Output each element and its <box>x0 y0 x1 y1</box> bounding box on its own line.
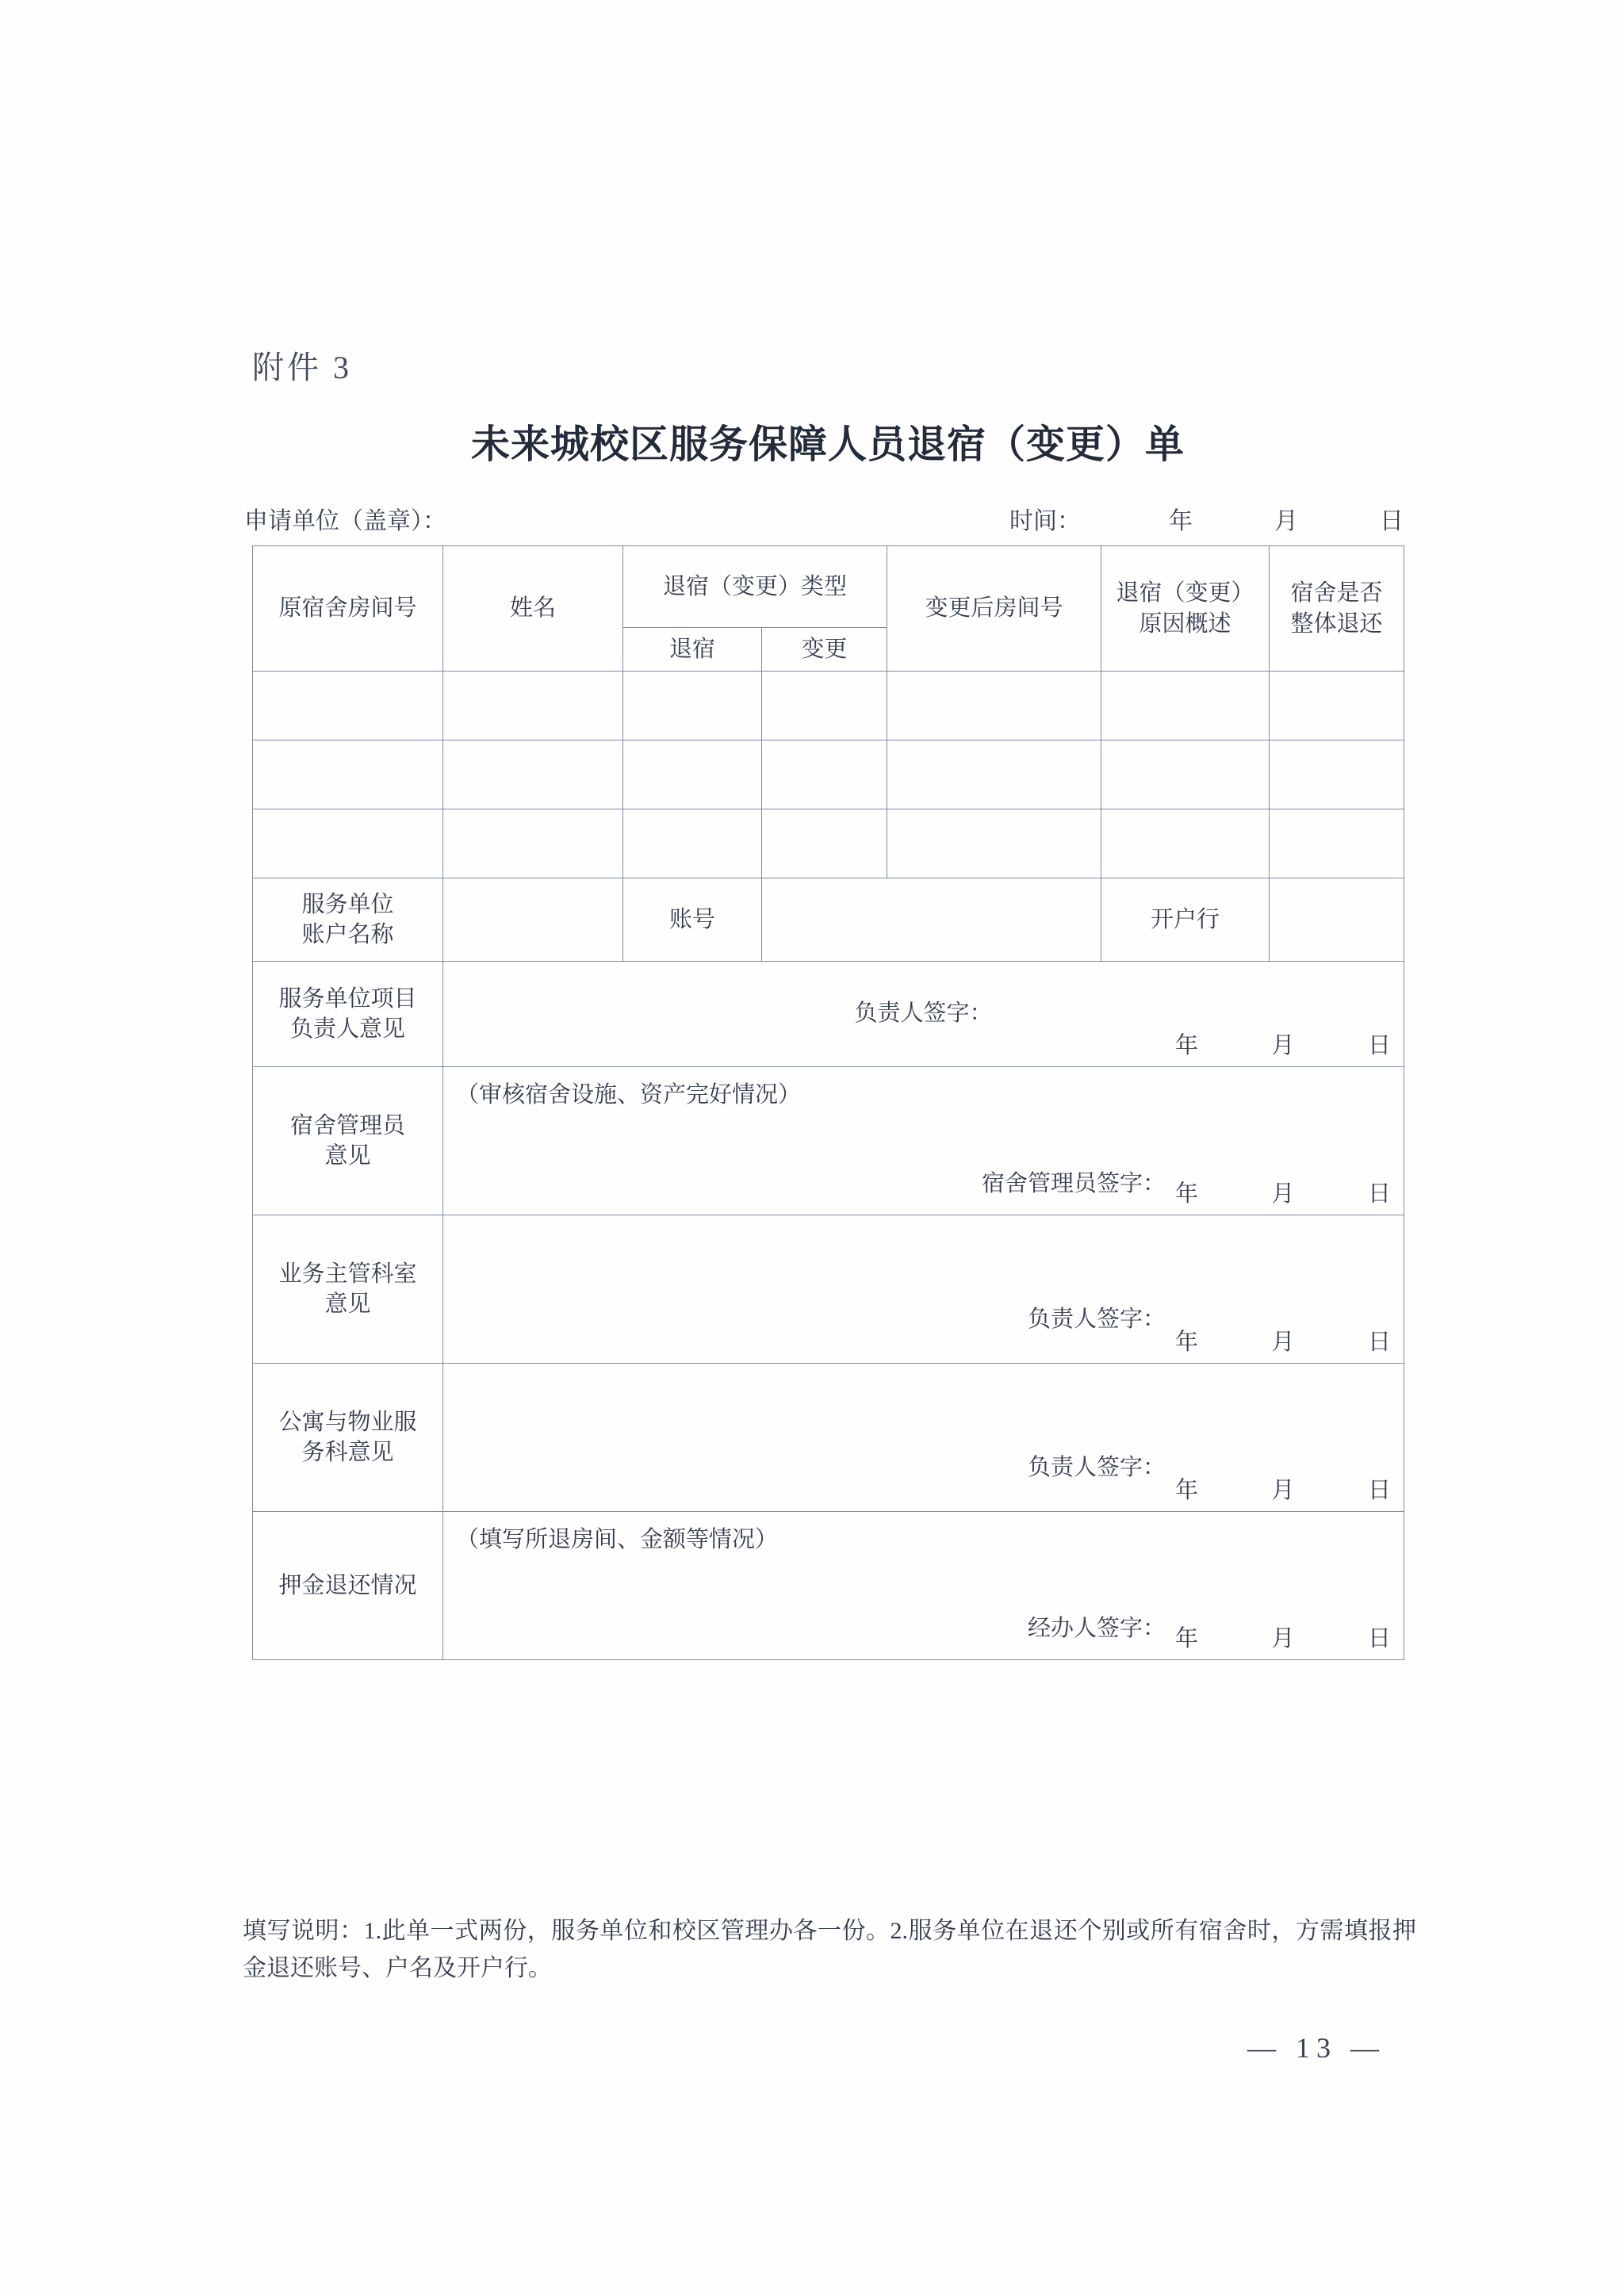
field-opinion-dorm-manager[interactable] <box>443 1067 1404 1215</box>
label-opinion-dorm-manager <box>253 1067 443 1215</box>
label-account-number: 账号 <box>623 878 762 962</box>
label-opinion-department-line2: 意见 <box>324 1292 371 1317</box>
header-reason-line1: 退宿（变更） <box>1116 580 1254 607</box>
header-whole-return-line2: 整体退还 <box>1290 610 1383 637</box>
label-opinion-property-service-line2: 务科意见 <box>301 1440 394 1465</box>
cell-whole-return[interactable] <box>1270 809 1404 878</box>
field-bank[interactable] <box>1270 878 1404 962</box>
cell-name[interactable] <box>443 809 623 878</box>
signature-label-dorm-manager: 宿舍管理员签字： <box>982 1171 1166 1196</box>
date-year: 年 <box>1174 1181 1198 1207</box>
cell-type-change[interactable] <box>762 672 887 740</box>
signature-label-property-service: 负责人签字： <box>1028 1455 1166 1480</box>
header-reason <box>1101 546 1270 672</box>
label-account-name-line1: 服务单位 <box>301 891 394 917</box>
cell-new-room[interactable] <box>887 809 1101 878</box>
date-month: 月 <box>1271 1478 1295 1503</box>
page-title: 未来城校区服务保障人员退宿（变更）单 <box>470 423 1185 466</box>
cell-type-checkout[interactable] <box>623 672 762 740</box>
label-opinion-department <box>253 1215 443 1364</box>
date-year: 年 <box>1174 1033 1198 1058</box>
label-opinion-project-manager <box>253 962 443 1067</box>
opinion-row-project-manager <box>253 962 1404 1067</box>
date-line-deposit-refund <box>1175 1621 1391 1653</box>
label-account-name <box>253 878 443 962</box>
label-deposit-refund-line1: 押金退还情况 <box>278 1572 417 1598</box>
cell-original-room[interactable] <box>253 672 443 740</box>
date-day: 日 <box>1368 1478 1392 1503</box>
date-year: 年 <box>1174 1330 1198 1355</box>
date-day: 日 <box>1368 1330 1392 1355</box>
date-day: 日 <box>1368 1033 1392 1058</box>
label-opinion-property-service-line1: 公寓与物业服 <box>278 1409 417 1435</box>
header-whole-return-line1: 宿舍是否 <box>1290 580 1383 607</box>
date-month: 月 <box>1271 1033 1295 1058</box>
date-month: 月 <box>1271 1181 1295 1207</box>
header-name: 姓名 <box>443 546 623 672</box>
attachment-label: 附件 3 <box>252 350 352 385</box>
dormitory-checkout-form-table <box>252 545 1404 1660</box>
header-type-checkout: 退宿 <box>623 628 762 672</box>
label-opinion-dorm-manager-line2: 意见 <box>324 1143 371 1169</box>
date-day: 日 <box>1368 1626 1392 1651</box>
label-deposit-refund <box>253 1512 443 1660</box>
cell-name[interactable] <box>443 672 623 740</box>
opinion-row-deposit-refund <box>253 1512 1404 1660</box>
form-meta-row <box>244 501 1411 539</box>
cell-original-room[interactable] <box>253 740 443 809</box>
time-month-label: 月 <box>1274 508 1298 534</box>
opinion-row-property-service <box>253 1364 1404 1512</box>
table-row <box>253 672 1404 740</box>
cell-reason[interactable] <box>1101 740 1270 809</box>
cell-type-checkout[interactable] <box>623 809 762 878</box>
table-row <box>253 809 1404 878</box>
cell-type-change[interactable] <box>762 740 887 809</box>
time-day-label: 日 <box>1380 508 1404 534</box>
date-year: 年 <box>1174 1478 1198 1503</box>
applicant-unit-label: 申请单位（盖章）： <box>244 508 446 534</box>
note-deposit-refund: （填写所退房间、金额等情况） <box>456 1527 779 1552</box>
label-account-name-line2: 账户名称 <box>301 922 394 947</box>
field-opinion-project-manager[interactable] <box>443 962 1404 1067</box>
date-year: 年 <box>1174 1626 1198 1651</box>
table-header-row-1 <box>253 546 1404 628</box>
signature-label-project-manager: 负责人签字： <box>854 1001 993 1026</box>
opinion-row-department <box>253 1215 1404 1364</box>
date-fields <box>1009 501 1404 536</box>
cell-new-room[interactable] <box>887 740 1101 809</box>
cell-name[interactable] <box>443 740 623 809</box>
header-type-change: 变更 <box>762 628 887 672</box>
date-month: 月 <box>1271 1626 1295 1651</box>
cell-new-room[interactable] <box>887 672 1101 740</box>
label-bank: 开户行 <box>1101 878 1270 962</box>
date-line-project-manager <box>1175 1027 1391 1060</box>
header-type-group: 退宿（变更）类型 <box>623 546 887 628</box>
signature-label-deposit-refund: 经办人签字： <box>1028 1616 1166 1641</box>
date-line-department <box>1175 1324 1391 1357</box>
cell-whole-return[interactable] <box>1270 672 1404 740</box>
field-account-number[interactable] <box>762 878 1101 962</box>
cell-type-checkout[interactable] <box>623 740 762 809</box>
label-opinion-project-manager-line2: 负责人意见 <box>289 1016 405 1042</box>
cell-reason[interactable] <box>1101 809 1270 878</box>
table-row <box>253 740 1404 809</box>
field-account-name[interactable] <box>443 878 623 962</box>
form-instructions: 填写说明：1.此单一式两份，服务单位和校区管理办各一份。2.服务单位在退还个别或所有宿舍时，方需填报押金退还账号、户名及开户行。 <box>243 1918 1416 1982</box>
label-opinion-project-manager-line1: 服务单位项目 <box>278 985 417 1012</box>
label-opinion-department-line1: 业务主管科室 <box>278 1261 417 1287</box>
date-line-property-service <box>1175 1472 1391 1505</box>
cell-original-room[interactable] <box>253 809 443 878</box>
header-whole-return <box>1270 546 1404 672</box>
header-reason-line2: 原因概述 <box>1139 610 1231 637</box>
label-opinion-dorm-manager-line1: 宿舍管理员 <box>289 1112 405 1138</box>
cell-whole-return[interactable] <box>1270 740 1404 809</box>
time-label: 时间： <box>1009 508 1081 534</box>
date-day: 日 <box>1368 1181 1392 1207</box>
date-line-dorm-manager <box>1175 1176 1391 1208</box>
bank-account-row <box>253 878 1404 962</box>
opinion-row-dorm-manager <box>253 1067 1404 1215</box>
field-opinion-property-service[interactable] <box>443 1364 1404 1512</box>
date-month: 月 <box>1271 1330 1295 1355</box>
field-opinion-department[interactable] <box>443 1215 1404 1364</box>
page-number: — 13 — <box>1247 2032 1385 2064</box>
time-year-label: 年 <box>1169 508 1193 534</box>
note-dorm-manager: （审核宿舍设施、资产完好情况） <box>456 1082 802 1108</box>
field-deposit-refund[interactable] <box>443 1512 1404 1660</box>
cell-reason[interactable] <box>1101 672 1270 740</box>
signature-label-department: 负责人签字： <box>1028 1307 1166 1332</box>
label-opinion-property-service <box>253 1364 443 1512</box>
cell-type-change[interactable] <box>762 809 887 878</box>
header-original-room: 原宿舍房间号 <box>253 546 443 672</box>
header-new-room: 变更后房间号 <box>887 546 1101 672</box>
